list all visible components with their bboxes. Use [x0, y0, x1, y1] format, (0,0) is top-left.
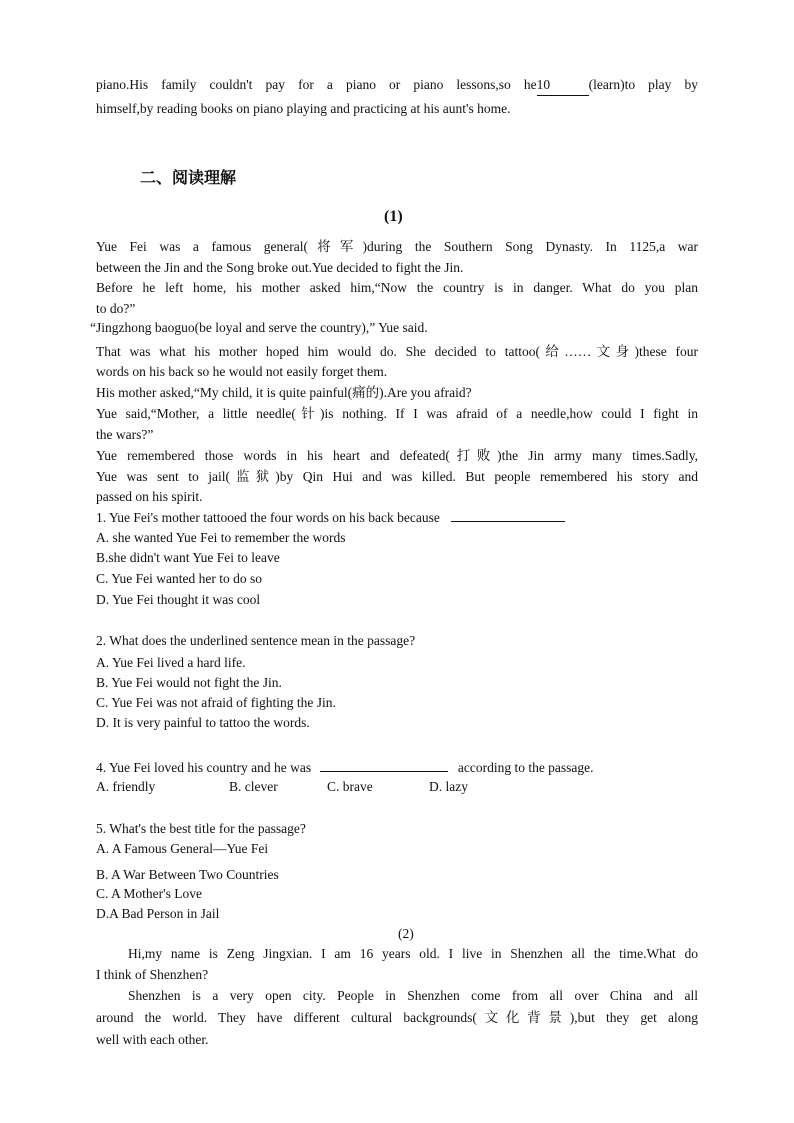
passage-line: Yue Fei was a famous general(将军)during the Southern Song Dynasty. In 1125,a war: [96, 239, 698, 254]
passage-line: Yue said,“Mother, a little needle(针)is nothing. If I was afraid of a needle,how could I fight in: [96, 406, 698, 421]
question-2-stem: 2. What does the underlined sentence mean in the passage?: [96, 633, 416, 648]
text-fragment: (learn)to play by: [588, 77, 698, 92]
option-d: D. Yue Fei thought it was cool: [96, 592, 261, 607]
passage-line: the wars?”: [96, 427, 154, 442]
option-a: A. A Famous General—Yue Fei: [96, 841, 269, 856]
top-paragraph-line-1: [96, 75, 698, 96]
option-b: B. A War Between Two Countries: [96, 867, 279, 882]
question-4-stem: [96, 757, 594, 778]
passage-line: to do?”: [96, 301, 136, 316]
option-b: B. Yue Fei would not fight the Jin.: [96, 675, 282, 690]
option-c: C. Yue Fei wanted her to do so: [96, 571, 262, 586]
question-text: 1. Yue Fei's mother tattooed the four words on his back because: [96, 510, 440, 525]
option-a: A. Yue Fei lived a hard life.: [96, 655, 246, 670]
section-heading: 二、阅读理解: [140, 168, 237, 187]
option-c: C. brave: [327, 779, 373, 794]
passage-line: His mother asked,“My child, it is quite painful(痛的).Are you afraid?: [96, 385, 472, 400]
option-a: A. friendly: [96, 779, 156, 794]
answer-blank: [320, 757, 448, 772]
passage-1-title: (1): [384, 208, 403, 225]
passage-line: Yue was sent to jail(监狱)by Qin Hui and was killed. But people remembered his story and: [96, 469, 698, 484]
option-c: C. A Mother's Love: [96, 886, 202, 901]
option-b: B. clever: [229, 779, 278, 794]
passage-line: around the world. They have different cultural backgrounds(文化背景),but they get along: [96, 1010, 698, 1025]
answer-blank: 10: [537, 75, 589, 96]
option-a: A. she wanted Yue Fei to remember the words: [96, 530, 346, 545]
option-d: D. lazy: [429, 779, 468, 794]
option-b: B.she didn't want Yue Fei to leave: [96, 550, 280, 565]
top-paragraph-line-2: himself,by reading books on piano playing and practicing at his aunt's home.: [96, 101, 511, 116]
passage-line: Shenzhen is a very open city. People in Shenzhen come from all over China and all: [128, 988, 698, 1003]
passage-line: That was what his mother hoped him would do. She decided to tattoo(给……文身)these four: [96, 344, 698, 359]
passage-line: “Jingzhong baoguo(be loyal and serve the country),” Yue said.: [90, 320, 428, 335]
question-4-options: [96, 777, 468, 797]
passage-2-title: (2): [398, 926, 414, 941]
question-1-stem: [96, 507, 565, 528]
option-d: D. It is very painful to tattoo the words.: [96, 715, 310, 730]
passage-line: Before he left home, his mother asked him,“Now the country is in danger. What do you plan: [96, 280, 698, 295]
passage-line: I think of Shenzhen?: [96, 967, 209, 982]
passage-line: passed on his spirit.: [96, 489, 203, 504]
answer-blank: [451, 507, 565, 522]
option-c: C. Yue Fei was not afraid of fighting the Jin.: [96, 695, 336, 710]
passage-line: well with each other.: [96, 1032, 209, 1047]
passage-line: between the Jin and the Song broke out.Yue decided to fight the Jin.: [96, 260, 464, 275]
question-text: according to the passage.: [457, 760, 594, 775]
passage-line: Yue remembered those words in his heart and defeated(打败)the Jin army many times.Sadly,: [96, 448, 698, 463]
passage-line: Hi,my name is Zeng Jingxian. I am 16 years old. I live in Shenzhen all the time.What do: [128, 946, 698, 961]
question-5-stem: 5. What's the best title for the passage?: [96, 821, 306, 836]
question-text: 4. Yue Fei loved his country and he was: [96, 760, 312, 775]
passage-line: words on his back so he would not easily forget them.: [96, 364, 388, 379]
text-fragment: piano.His family couldn't pay for a piano or piano lessons,so he: [96, 77, 537, 92]
option-d: D.A Bad Person in Jail: [96, 906, 220, 921]
